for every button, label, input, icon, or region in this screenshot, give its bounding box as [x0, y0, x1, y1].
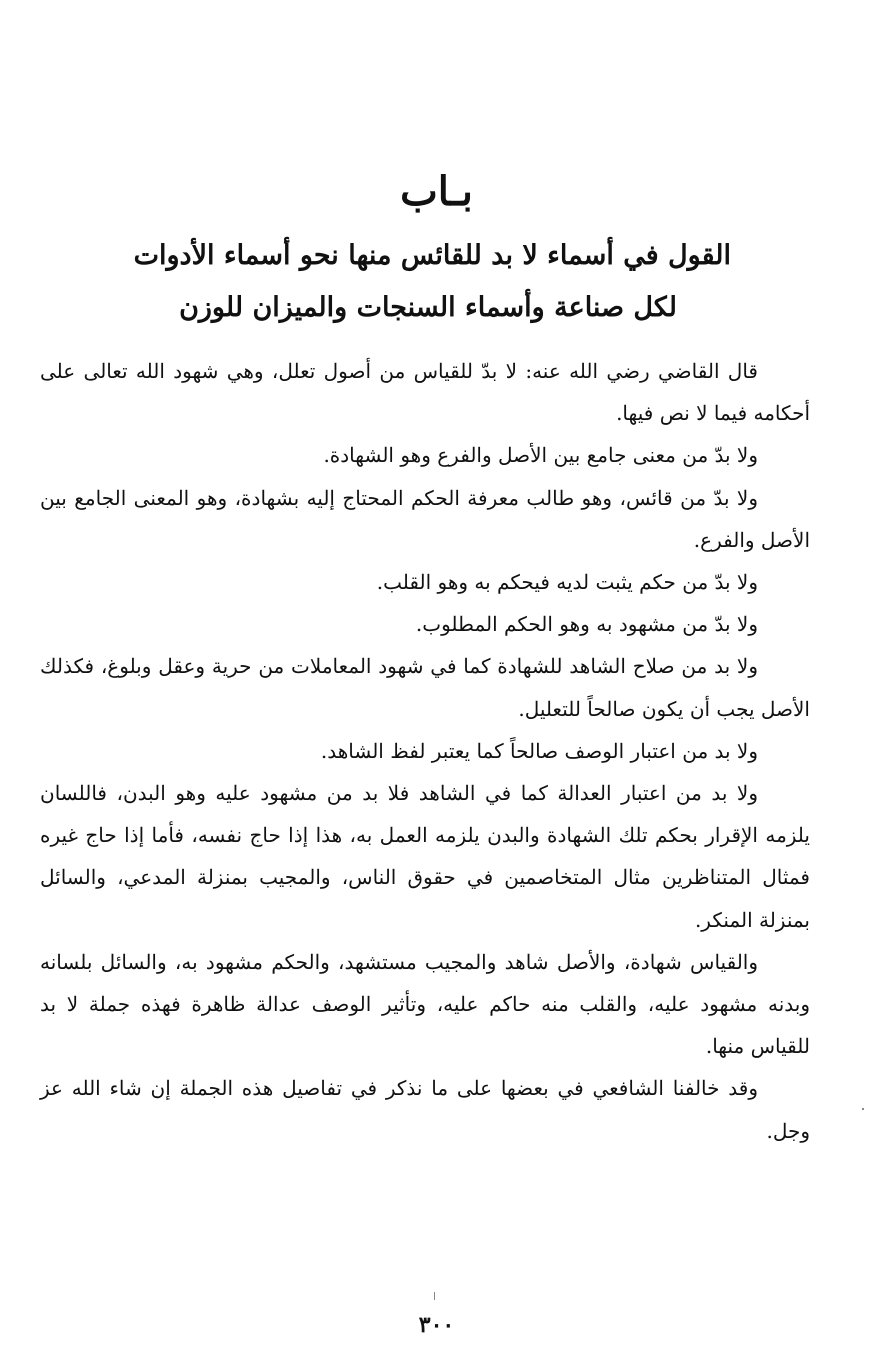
- paragraph: والقياس شهادة، والأصل شاهد والمجيب مستشهد، والحكم مشهود به، والسائل بلسانه وبدنه مشهود عليه، والقلب منه حاكم عليه، وتأثير الوصف عدالة ظاهرة فهذه جملة لا بد للقياس منها.: [40, 949, 810, 1059]
- page-number: ٣٠٠: [418, 1312, 455, 1338]
- scan-speck: [434, 1292, 435, 1300]
- paragraph: وقد خالفنا الشافعي في بعضها على ما نذكر في تفاصيل هذه الجملة إن شاء الله عز وجل.: [40, 1076, 810, 1143]
- paragraph: قال القاضي رضي الله عنه: لا بدّ للقياس من أصول تعلل، وهي شهود الله تعالى على أحكامه فيما لا نص فيها.: [40, 359, 810, 426]
- paragraph: ولا بدّ من مشهود به وهو الحكم المطلوب.: [415, 612, 758, 637]
- chapter-heading: بـاب: [400, 168, 473, 215]
- paragraph: ولا بدّ من قائس، وهو طالب معرفة الحكم المحتاج إليه بشهادة، وهو المعنى الجامع بين الأصل والفرع.: [40, 485, 810, 552]
- section-title-line-2: لكل صناعة وأسماء السنجات والميزان للوزن: [179, 292, 677, 323]
- section-title-line-1: القول في أسماء لا بد للقائس منها نحو أسماء الأدوات: [133, 240, 731, 271]
- body-text: [40, 350, 810, 1152]
- paragraph: ولا بد من صلاح الشاهد للشهادة كما في شهود المعاملات من حرية وعقل وبلوغ، فكذلك الأصل يجب أن يكون صالحاً للتعليل.: [40, 654, 810, 721]
- scan-speck: [862, 1108, 864, 1110]
- paragraph: ولا بد من اعتبار العدالة كما في الشاهد فلا بد من مشهود عليه وهو البدن، فاللسان يلزمه الإقرار بحكم تلك الشهادة والبدن يلزمه العمل به، هذا إذا حاج نفسه، فأما إذا حاج غيره فمثال المتناظرين مثال المتخاصمين في حقوق الناس، والمجيب بمنزلة المدعي، والسائل بمنزلة المنكر.: [40, 781, 810, 932]
- paragraph: ولا بدّ من حكم يثبت لديه فيحكم به وهو القلب.: [376, 570, 758, 595]
- paragraph: ولا بدّ من معنى جامع بين الأصل والفرع وهو الشهادة.: [323, 443, 758, 468]
- paragraph: ولا بد من اعتبار الوصف صالحاً كما يعتبر لفظ الشاهد.: [320, 738, 758, 763]
